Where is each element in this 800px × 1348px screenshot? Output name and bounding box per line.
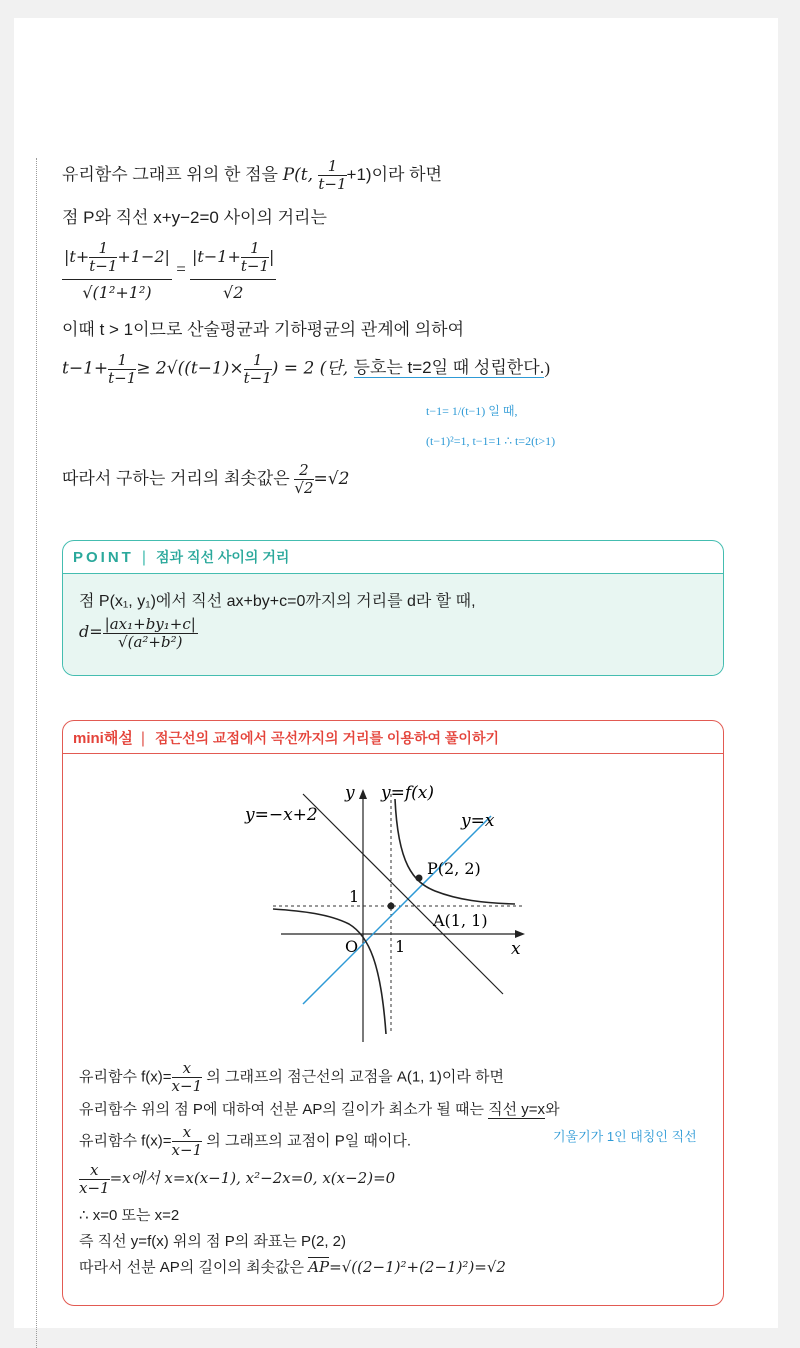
slope-note: 기울기가 1인 대칭인 직선 <box>553 1129 697 1144</box>
line-label-y-x: y=x <box>461 811 495 831</box>
x-axis-label: x <box>511 939 521 959</box>
mini-subtitle: 점근선의 교점에서 곡선까지의 거리를 이용하여 풀이하기 <box>154 730 500 746</box>
solution-conclusion: 따라서 구하는 거리의 최솟값은 $\frac{2}{√2}$ =√2 <box>62 461 350 497</box>
solution-line-4: 이때 t > 1이므로 산술평균과 기하평균의 관계에 의하여 <box>62 320 465 339</box>
mini-explanation-box <box>62 720 724 1306</box>
am-gm-line: t−1+ $\frac{1}{t-1}$ ≥ 2√((t−1)× $\frac{1}{t-1}$ ) = 2 (단, 등호는 t=2일 때 성립한다.) <box>62 351 551 387</box>
point-a-marker <box>388 903 395 910</box>
mini-line-2: 유리함수 위의 점 P에 대하여 선분 AP의 길이가 최소가 될 때는 직선 y=x와 <box>79 1101 560 1118</box>
distance-formula: |t+ $\frac{1}{t-1}$ +1−2| √(1²+1²) = |t−1+ $\frac{1}{t-1}$ | √2 <box>64 239 275 302</box>
x-axis-arrow <box>515 930 525 938</box>
origin-label: O <box>345 937 359 956</box>
page <box>14 18 778 1328</box>
function-graph <box>63 754 723 1044</box>
point-p-marker <box>416 875 423 882</box>
point-box <box>62 540 724 676</box>
line-y-equals-x <box>303 816 491 1004</box>
y-axis-label: y <box>345 783 355 803</box>
mini-header: mini해설 | 점근선의 교점에서 곡선까지의 거리를 이용하여 풀이하기 <box>73 730 500 747</box>
mini-line-3: 유리함수 f(x)= $\frac{x}{x-1}$ 의 그래프의 교점이 P일 때이다. <box>79 1123 412 1159</box>
tick-one-y: 1 <box>349 887 360 906</box>
equality-note-2: (t−1)²=1, t−1=1 ∴ t=2(t>1) <box>426 434 556 448</box>
point-a-label: A(1, 1) <box>433 911 488 930</box>
tick-one-x: 1 <box>395 937 406 956</box>
y-axis-arrow <box>359 789 367 799</box>
solution-line-2: 점 P와 직선 x+y−2=0 사이의 거리는 <box>62 208 327 227</box>
mini-title: mini해설 <box>73 730 133 747</box>
mini-body <box>63 753 723 1305</box>
hyperbola-branch-lower <box>273 909 386 1034</box>
point-formula: d= $\frac{\text{|ax₁+by₁+c|}}{\text{√(a²+b²)}}$ <box>79 615 196 651</box>
mini-line-5: ∴ x=0 또는 x=2 <box>79 1207 180 1224</box>
point-body <box>63 573 723 675</box>
point-subtitle: 점과 직선 사이의 거리 <box>156 549 290 565</box>
solution-line-1: 유리함수 그래프 위의 한 점을 P(t, $\frac{1}{t-1}$ +1)이라 하면 <box>62 157 443 193</box>
point-header: POINT | 점과 직선 사이의 거리 <box>73 549 290 566</box>
mini-line-6: 즉 직선 y=f(x) 위의 점 P의 좌표는 P(2, 2) <box>79 1233 347 1250</box>
line-label-neg: y=−x+2 <box>245 805 318 825</box>
equality-note-1: t−1= 1/(t−1) 일 때, <box>426 404 518 418</box>
point-line-1: 점 P(x₁, y₁)에서 직선 ax+by+c=0까지의 거리를 d라 할 때, <box>79 593 476 610</box>
mini-line-4: $\frac{x}{x-1}$ =x에서 x=x(x−1), x²−2x=0, x(x−2)=0 <box>79 1161 396 1197</box>
func-label: y=f(x) <box>381 783 434 803</box>
point-p-label: P(2, 2) <box>427 859 481 878</box>
margin-guide <box>36 158 37 1348</box>
mini-line-1: 유리함수 f(x)= $\frac{x}{x-1}$ 의 그래프의 점근선의 교점을 A(1, 1)이라 하면 <box>79 1059 504 1095</box>
mini-line-7: 따라서 선분 AP의 길이의 최솟값은 AP=√((2−1)²+(2−1)²)=√2 <box>79 1258 506 1276</box>
point-title: POINT <box>73 549 134 566</box>
